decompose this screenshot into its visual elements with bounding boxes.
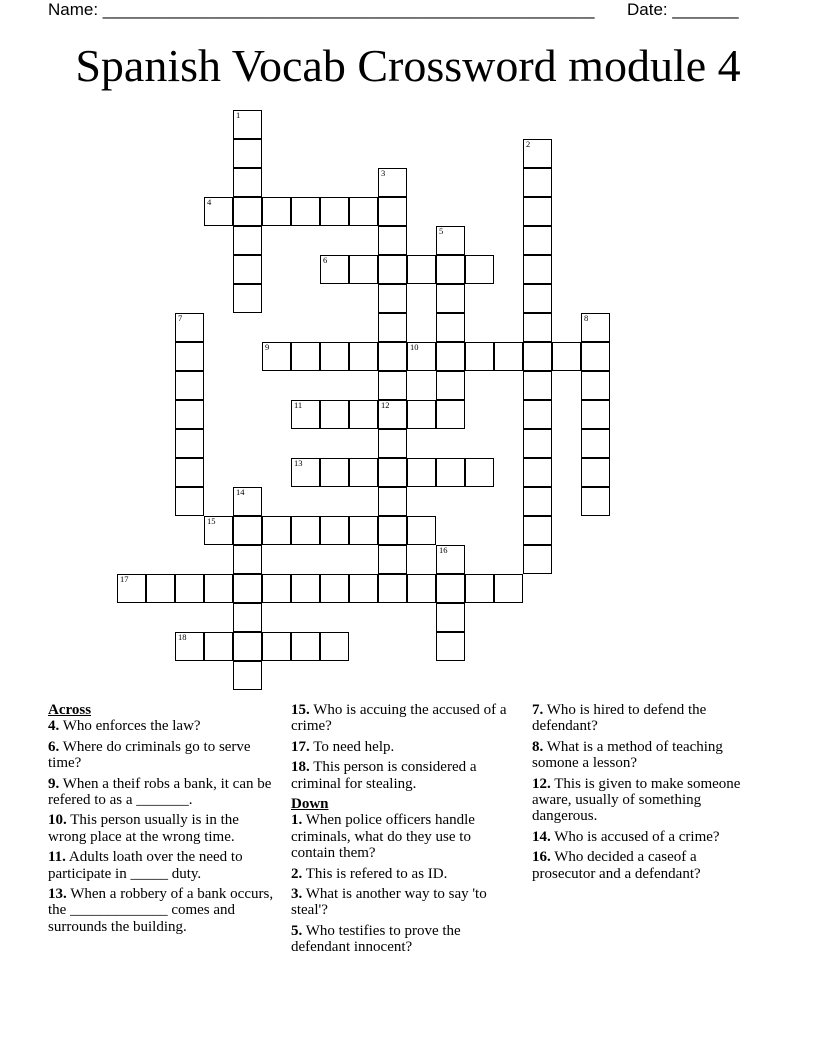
- cell-number: 8: [584, 313, 589, 323]
- cell-number: 2: [526, 139, 531, 149]
- grid-cell[interactable]: [175, 632, 204, 661]
- grid-cell[interactable]: [581, 429, 610, 458]
- grid-cell[interactable]: [233, 168, 262, 197]
- clue-down-16: [532, 849, 757, 882]
- grid-cell[interactable]: [378, 429, 407, 458]
- clue-text: Who is hired to defend the defendant?: [532, 702, 707, 735]
- grid-cell[interactable]: [436, 342, 465, 371]
- grid-cell[interactable]: [262, 632, 291, 661]
- clue-across-13: [48, 886, 276, 935]
- grid-cell[interactable]: [320, 342, 349, 371]
- clue-number: 9.: [48, 775, 60, 792]
- grid-cell[interactable]: [233, 545, 262, 574]
- clue-down-2: [291, 866, 516, 882]
- cell-number: 17: [120, 574, 129, 584]
- clue-text: Adults loath over the need to participate in _____ duty.: [48, 849, 243, 882]
- grid-cell[interactable]: [523, 226, 552, 255]
- grid-cell[interactable]: [233, 632, 262, 661]
- cell-number: 3: [381, 168, 386, 178]
- clue-number: 12.: [532, 775, 551, 792]
- clue-number: 18.: [291, 759, 310, 776]
- clue-across-6: [48, 739, 276, 772]
- grid-cell[interactable]: [291, 516, 320, 545]
- clue-text: To need help.: [313, 738, 395, 755]
- clue-across-18: [291, 759, 516, 792]
- grid-cell[interactable]: [378, 400, 407, 429]
- grid-cell[interactable]: [262, 516, 291, 545]
- grid-cell[interactable]: [233, 603, 262, 632]
- grid-cell[interactable]: [378, 574, 407, 603]
- grid-cell[interactable]: [581, 342, 610, 371]
- grid-cell[interactable]: [581, 458, 610, 487]
- clue-down-3: [291, 886, 516, 919]
- clue-text: This person usually is in the wrong place at the wrong time.: [48, 812, 239, 845]
- clue-number: 15.: [291, 702, 310, 718]
- clue-number: 6.: [48, 738, 60, 755]
- grid-cell[interactable]: [436, 400, 465, 429]
- clues-column-3: [532, 702, 757, 886]
- grid-cell[interactable]: [465, 458, 494, 487]
- grid-cell[interactable]: [523, 545, 552, 574]
- cell-number: 11: [294, 400, 303, 410]
- grid-cell[interactable]: [523, 429, 552, 458]
- cell-number: 9: [265, 342, 270, 352]
- grid-cell[interactable]: [494, 342, 523, 371]
- grid-cell[interactable]: [233, 110, 262, 139]
- across-heading: Across: [48, 702, 92, 718]
- clue-across-9: [48, 776, 276, 809]
- grid-cell[interactable]: [378, 487, 407, 516]
- grid-cell[interactable]: [407, 400, 436, 429]
- clue-across-15: [291, 702, 516, 735]
- grid-cell[interactable]: [378, 226, 407, 255]
- grid-cell[interactable]: [436, 313, 465, 342]
- grid-cell[interactable]: [117, 574, 146, 603]
- clue-number: 17.: [291, 738, 310, 755]
- clue-text: Who decided a caseof a prosecutor and a defendant?: [532, 849, 701, 882]
- grid-cell[interactable]: [233, 284, 262, 313]
- grid-cell[interactable]: [175, 342, 204, 371]
- grid-cell[interactable]: [320, 574, 349, 603]
- clue-down-1: [291, 812, 516, 861]
- grid-cell[interactable]: [349, 342, 378, 371]
- grid-cell[interactable]: [436, 545, 465, 574]
- grid-cell[interactable]: [378, 313, 407, 342]
- grid-cell[interactable]: [291, 197, 320, 226]
- clue-text: This person is considered a criminal for stealing.: [291, 759, 477, 792]
- grid-cell[interactable]: [436, 632, 465, 661]
- grid-cell[interactable]: [436, 226, 465, 255]
- grid-cell[interactable]: [175, 487, 204, 516]
- grid-cell[interactable]: [523, 168, 552, 197]
- grid-cell[interactable]: [349, 516, 378, 545]
- grid-cell[interactable]: [146, 574, 175, 603]
- grid-cell[interactable]: [523, 458, 552, 487]
- date-field[interactable]: Date: _______: [627, 0, 739, 19]
- grid-cell[interactable]: [523, 197, 552, 226]
- grid-cell[interactable]: [523, 313, 552, 342]
- clue-number: 8.: [532, 738, 544, 755]
- grid-cell[interactable]: [262, 574, 291, 603]
- grid-cell[interactable]: [523, 400, 552, 429]
- clue-text: Who enforces the law?: [62, 718, 201, 735]
- clue-text: This is refered to as ID.: [305, 865, 448, 882]
- cell-number: 14: [236, 487, 245, 497]
- clue-text: This is given to make someone aware, usually of something dangerous.: [532, 775, 741, 825]
- cell-number: 4: [207, 197, 212, 207]
- grid-cell[interactable]: [436, 574, 465, 603]
- clue-down-5: [291, 923, 516, 956]
- grid-cell[interactable]: [378, 545, 407, 574]
- clue-down-7: [532, 702, 757, 735]
- grid-cell[interactable]: [407, 458, 436, 487]
- clue-down-8: [532, 739, 757, 772]
- grid-cell[interactable]: [233, 139, 262, 168]
- clue-across-17: [291, 739, 516, 755]
- grid-cell[interactable]: [523, 516, 552, 545]
- clue-down-12: [532, 776, 757, 825]
- grid-cell[interactable]: [175, 574, 204, 603]
- grid-cell[interactable]: [349, 574, 378, 603]
- grid-cell[interactable]: [465, 574, 494, 603]
- grid-cell[interactable]: [523, 342, 552, 371]
- grid-cell[interactable]: [320, 255, 349, 284]
- clue-number: 13.: [48, 886, 67, 903]
- grid-cell[interactable]: [262, 197, 291, 226]
- grid-cell[interactable]: [291, 342, 320, 371]
- grid-cell[interactable]: [378, 342, 407, 371]
- grid-cell[interactable]: [436, 284, 465, 313]
- grid-cell[interactable]: [378, 255, 407, 284]
- grid-cell[interactable]: [378, 168, 407, 197]
- grid-cell[interactable]: [291, 458, 320, 487]
- grid-cell[interactable]: [320, 516, 349, 545]
- name-field[interactable]: Name: ____________________________________________________: [48, 0, 595, 19]
- down-heading: Down: [291, 796, 329, 813]
- grid-cell[interactable]: [233, 226, 262, 255]
- grid-cell[interactable]: [436, 255, 465, 284]
- grid-cell[interactable]: [581, 371, 610, 400]
- grid-cell[interactable]: [175, 313, 204, 342]
- cell-number: 15: [207, 516, 216, 526]
- grid-cell[interactable]: [552, 342, 581, 371]
- grid-cell[interactable]: [204, 197, 233, 226]
- grid-cell[interactable]: [407, 516, 436, 545]
- cell-number: 7: [178, 313, 183, 323]
- grid-cell[interactable]: [175, 400, 204, 429]
- grid-cell[interactable]: [436, 603, 465, 632]
- grid-cell[interactable]: [378, 516, 407, 545]
- clues-column-1: [48, 702, 276, 939]
- grid-cell[interactable]: [465, 255, 494, 284]
- grid-cell[interactable]: [581, 487, 610, 516]
- grid-cell[interactable]: [320, 400, 349, 429]
- clue-number: 4.: [48, 718, 60, 735]
- grid-cell[interactable]: [320, 197, 349, 226]
- cell-number: 6: [323, 255, 328, 265]
- clue-text: Where do criminals go to serve time?: [48, 738, 251, 772]
- grid-cell[interactable]: [378, 458, 407, 487]
- clue-text: Who testifies to prove the defendant innocent?: [291, 922, 461, 956]
- grid-cell[interactable]: [523, 255, 552, 284]
- grid-cell[interactable]: [407, 574, 436, 603]
- clue-down-14: [532, 829, 757, 845]
- grid-cell[interactable]: [204, 516, 233, 545]
- grid-cell[interactable]: [233, 197, 262, 226]
- cell-number: 10: [410, 342, 419, 352]
- grid-cell[interactable]: [175, 371, 204, 400]
- grid-cell[interactable]: [465, 342, 494, 371]
- grid-cell[interactable]: [436, 371, 465, 400]
- grid-cell[interactable]: [320, 632, 349, 661]
- grid-cell[interactable]: [581, 400, 610, 429]
- grid-cell[interactable]: [407, 255, 436, 284]
- page-title: Spanish Vocab Crossword module 4: [75, 40, 741, 91]
- grid-cell[interactable]: [349, 458, 378, 487]
- grid-cell[interactable]: [233, 661, 262, 690]
- clue-number: 11.: [48, 849, 66, 866]
- grid-cell[interactable]: [523, 284, 552, 313]
- grid-cell[interactable]: [378, 371, 407, 400]
- grid-cell[interactable]: [436, 458, 465, 487]
- grid-cell[interactable]: [523, 139, 552, 168]
- grid-cell[interactable]: [291, 632, 320, 661]
- clue-across-11: [48, 849, 276, 882]
- grid-cell[interactable]: [378, 197, 407, 226]
- grid-cell[interactable]: [581, 313, 610, 342]
- clue-across-4: [48, 718, 276, 734]
- grid-cell[interactable]: [291, 574, 320, 603]
- clue-text: Who is accuing the accused of a crime?: [291, 702, 507, 735]
- clue-text: When police officers handle criminals, what do they use to contain them?: [291, 812, 475, 862]
- grid-cell[interactable]: [233, 516, 262, 545]
- grid-cell[interactable]: [262, 342, 291, 371]
- clue-number: 2.: [291, 865, 303, 882]
- clue-across-10: [48, 812, 276, 845]
- grid-cell[interactable]: [349, 197, 378, 226]
- cell-number: 5: [439, 226, 444, 236]
- grid-cell[interactable]: [291, 400, 320, 429]
- cell-number: 16: [439, 545, 448, 555]
- clue-text: What is another way to say 'to steal'?: [291, 886, 487, 919]
- clue-text: Who is accused of a crime?: [554, 828, 720, 845]
- grid-cell[interactable]: [349, 400, 378, 429]
- grid-cell[interactable]: [233, 487, 262, 516]
- clue-text: What is a method of teaching somone a lesson?: [532, 738, 723, 772]
- grid-cell[interactable]: [407, 342, 436, 371]
- clue-number: 5.: [291, 922, 303, 939]
- grid-cell[interactable]: [204, 574, 233, 603]
- clue-number: 16.: [532, 849, 551, 866]
- grid-cell[interactable]: [175, 458, 204, 487]
- grid-cell[interactable]: [320, 458, 349, 487]
- clue-number: 10.: [48, 812, 67, 829]
- cell-number: 13: [294, 458, 303, 468]
- grid-cell[interactable]: [233, 255, 262, 284]
- cell-number: 12: [381, 400, 390, 410]
- grid-cell[interactable]: [523, 487, 552, 516]
- grid-cell[interactable]: [378, 284, 407, 313]
- clue-number: 7.: [532, 702, 544, 718]
- grid-cell[interactable]: [175, 429, 204, 458]
- grid-cell[interactable]: [349, 255, 378, 284]
- clue-text: When a theif robs a bank, it can be refered to as a _______.: [48, 775, 272, 809]
- clue-number: 1.: [291, 812, 303, 829]
- clue-text: When a robbery of a bank occurs, the _____________ comes and surrounds the building.: [48, 886, 274, 935]
- grid-cell[interactable]: [523, 371, 552, 400]
- clue-number: 3.: [291, 886, 303, 903]
- grid-cell[interactable]: [233, 574, 262, 603]
- cell-number: 1: [236, 110, 241, 120]
- grid-cell[interactable]: [494, 574, 523, 603]
- cell-number: 18: [178, 632, 187, 642]
- clue-number: 14.: [532, 828, 551, 845]
- clues-column-2: [291, 702, 516, 960]
- grid-cell[interactable]: [204, 632, 233, 661]
